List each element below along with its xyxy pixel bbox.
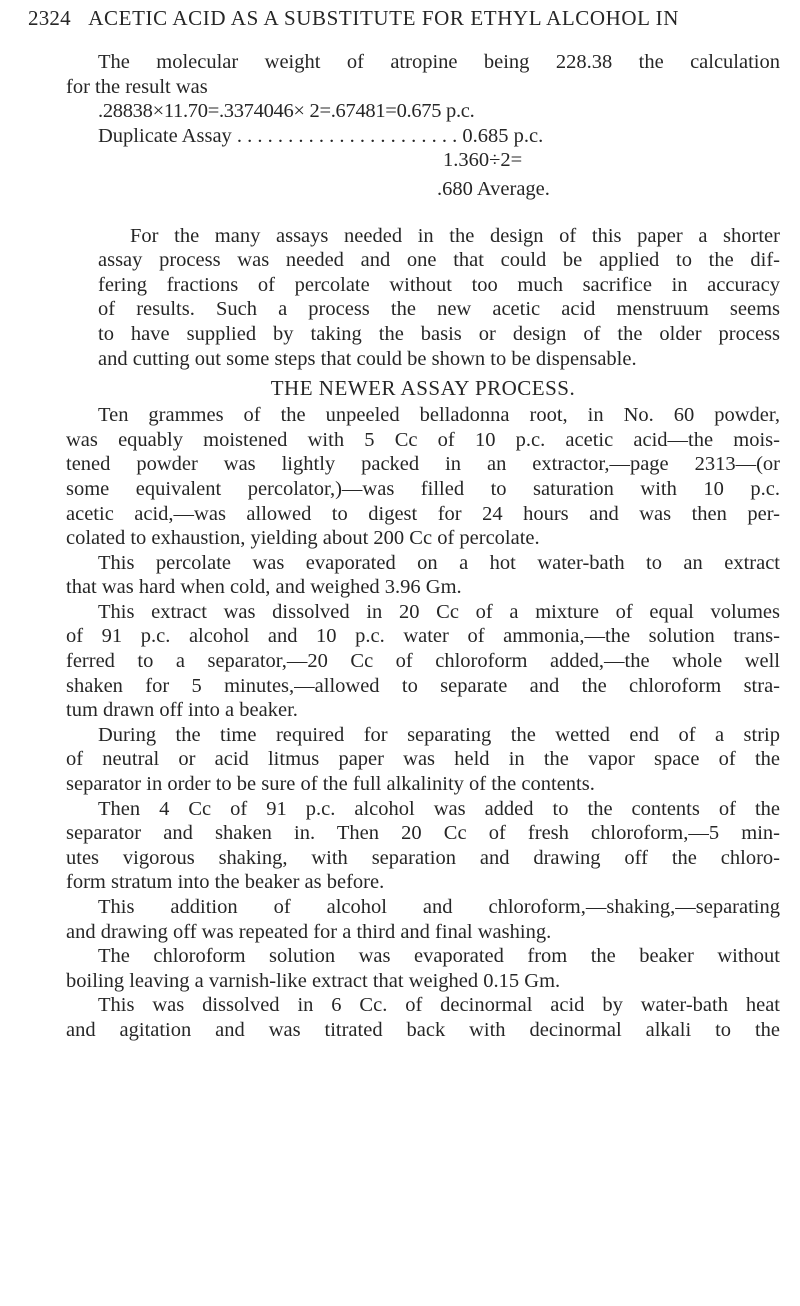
text-line: that was hard when cold, and weighed 3.96 Gm. <box>66 576 462 599</box>
running-title: ACETIC ACID AS A SUBSTITUTE FOR ETHYL ALCOHOL IN <box>88 6 680 30</box>
text-line: Ten grammes of the unpeeled belladonna root, in No. 60 powder, <box>98 404 780 427</box>
running-header <box>28 6 788 31</box>
text-line: This percolate was evaporated on a hot water-bath to an extract <box>98 551 780 574</box>
text-line: boiling leaving a varnish-like extract that weighed 0.15 Gm. <box>66 969 561 992</box>
text-line: colated to exhaustion, yielding about 200 Cc of percolate. <box>66 527 540 550</box>
text-line: This was dissolved in 6 Cc. of decinormal acid by water-bath heat <box>98 994 780 1017</box>
text-line: fering fractions of percolate without too much sacrifice in accuracy <box>98 273 780 296</box>
text-line: assay process was needed and one that could be applied to the dif- <box>98 249 780 272</box>
text-line: and cutting out some steps that could be shown to be dispensable. <box>98 347 637 370</box>
text-line: of neutral or acid litmus paper was held in the vapor space of the <box>66 748 780 771</box>
text-line: tum drawn off into a beaker. <box>66 699 298 722</box>
text-line: some equivalent percolator,)—was filled to saturation with 10 p.c. <box>66 477 780 500</box>
section-heading: THE NEWER ASSAY PROCESS. <box>270 376 576 401</box>
text-line: tened powder was lightly packed in an extractor,—page 2313—(or <box>66 453 780 476</box>
average-line: .680 Average. <box>437 177 550 200</box>
page-number: 2324 <box>28 6 71 30</box>
text-line: and drawing off was repeated for a third and final washing. <box>66 920 552 943</box>
text-line: separator in order to be sure of the full alkalinity of the contents. <box>66 773 595 796</box>
paragraph-gap <box>66 202 780 224</box>
text-line: This extract was dissolved in 20 Cc of a mixture of equal volumes <box>98 600 780 623</box>
text-line: form stratum into the beaker as before. <box>66 871 385 894</box>
duplicate-assay-line: Duplicate Assay . . . . . . . . . . . . . . . . . . . . . . 0.685 p.c. <box>98 124 544 147</box>
text-line: This addition of alcohol and chloroform,—shaking,—separating <box>98 896 780 918</box>
text-line: of results. Such a process the new acetic acid menstruum seems <box>98 298 780 321</box>
text-line: for the result was <box>66 75 208 98</box>
text-line: For the many assays needed in the design of this paper a shorter <box>130 224 780 247</box>
text-line: The chloroform solution was evaporated from the beaker without <box>98 945 780 968</box>
text-line: During the time required for separating the wetted end of a strip <box>98 723 780 746</box>
text-line: was equably moistened with 5 Cc of 10 p.c. acetic acid—the mois- <box>66 428 780 451</box>
text-line: ferred to a separator,—20 Cc of chloroform added,—the whole well <box>66 650 780 673</box>
sum-line: 1.360÷2= <box>443 149 523 172</box>
body-text <box>66 50 780 1043</box>
text-line: The molecular weight of atropine being 228.38 the calculation <box>98 51 780 73</box>
text-line: Then 4 Cc of 91 p.c. alcohol was added to the contents of the <box>98 797 780 820</box>
text-line: separator and shaken in. Then 20 Cc of fresh chloroform,—5 min- <box>66 822 780 845</box>
text-line: to have supplied by taking the basis or design of the older process <box>98 322 780 345</box>
text-line: acetic acid,—was allowed to digest for 24 hours and was then per- <box>66 502 780 525</box>
text-line: and agitation and was titrated back with decinormal alkali to the <box>66 1018 780 1041</box>
calculation-line: .28838×11.70=.3374046× 2=.67481=0.675 p.c. <box>98 100 475 123</box>
text-line: of 91 p.c. alcohol and 10 p.c. water of ammonia,—the solution trans- <box>66 625 780 648</box>
text-line: shaken for 5 minutes,—allowed to separate and the chloroform stra- <box>66 674 780 697</box>
text-line: utes vigorous shaking, with separation and drawing off the chloro- <box>66 846 780 869</box>
